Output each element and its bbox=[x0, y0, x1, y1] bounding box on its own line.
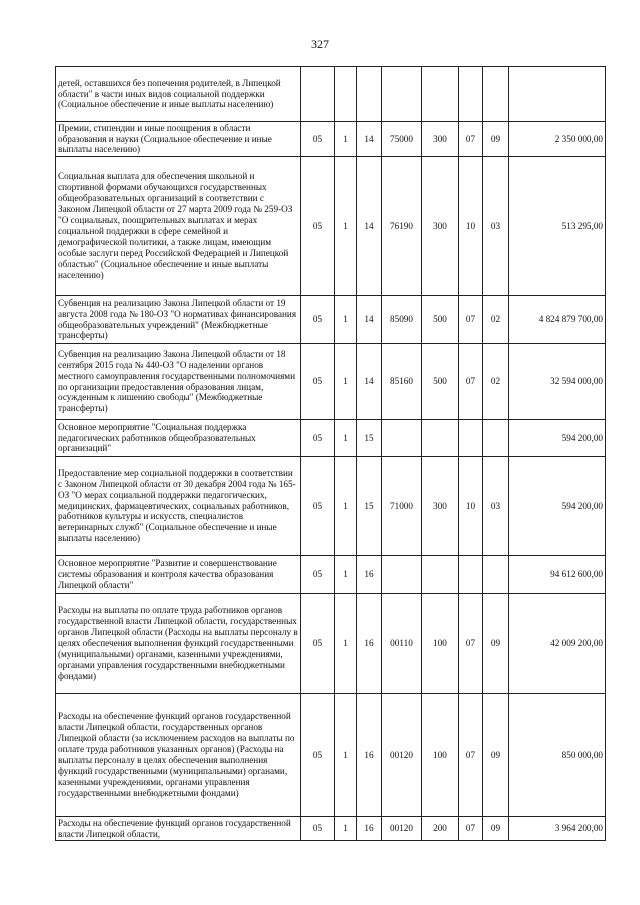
direction-code bbox=[382, 556, 422, 594]
direction-code: 00110 bbox=[382, 594, 422, 694]
direction-code: 85090 bbox=[382, 296, 422, 344]
program-code: 1 bbox=[335, 694, 357, 817]
table-row bbox=[56, 122, 606, 157]
direction-code: 76190 bbox=[382, 157, 422, 296]
row-name: Социальная выплата для обеспечения школьной и спортивной формами обучающихся государственных общеобразовательных организаций в соответствии с Законом Липецкой области от 27 марта 2009 года № 259-ОЗ "О социальных, поощрительных выплатах и мерах социальной поддержки в сфере семейной и демографической политики, а также лицам, имеющим особые заслуги перед Российской Федерацией и Липецкой областью" (Социальное обеспечение и иные выплаты населению) bbox=[56, 157, 301, 296]
expense-type-code: 100 bbox=[422, 694, 459, 817]
ministry-code bbox=[301, 67, 335, 122]
amount: 42 009 200,00 bbox=[509, 594, 606, 694]
expense-type-code: 500 bbox=[422, 344, 459, 420]
row-name: Расходы на выплаты по оплате труда работников органов государственной власти Липецкой области, государственных органов Липецкой области (Расходы на выплаты персоналу в целях обеспечения выполнения функций государственными (муниципальными) органами, казенными учреждениями, органами управления государственными внебюджетными фондами) bbox=[56, 594, 301, 694]
ministry-code: 05 bbox=[301, 817, 335, 841]
table-row bbox=[56, 296, 606, 344]
section-code bbox=[459, 420, 483, 457]
ministry-code: 05 bbox=[301, 457, 335, 556]
table-row bbox=[56, 594, 606, 694]
direction-code bbox=[382, 67, 422, 122]
section-code bbox=[459, 67, 483, 122]
ministry-code: 05 bbox=[301, 296, 335, 344]
expense-type-code: 500 bbox=[422, 296, 459, 344]
expense-type-code: 100 bbox=[422, 594, 459, 694]
subsection-code: 09 bbox=[483, 817, 509, 841]
page-number: 327 bbox=[311, 37, 329, 51]
section-code: 10 bbox=[459, 457, 483, 556]
section-code bbox=[459, 556, 483, 594]
table-row bbox=[56, 457, 606, 556]
direction-code: 00120 bbox=[382, 817, 422, 841]
table-row bbox=[56, 556, 606, 594]
subprogram-code: 16 bbox=[357, 594, 382, 694]
row-name: Премии, стипендии и иные поощрения в области образования и науки (Социальное обеспечение и иные выплаты населению) bbox=[56, 122, 301, 157]
section-code: 07 bbox=[459, 694, 483, 817]
subprogram-code: 14 bbox=[357, 122, 382, 157]
table-row bbox=[56, 420, 606, 457]
subprogram-code: 16 bbox=[357, 817, 382, 841]
subprogram-code: 16 bbox=[357, 556, 382, 594]
row-name: Основное мероприятие "Социальная поддержка педагогических работников общеобразовательных организаций" bbox=[56, 420, 301, 457]
table-row bbox=[56, 67, 606, 122]
row-name: Расходы на обеспечение функций органов государственной власти Липецкой области, государственных органов Липецкой области (за исключением расходов на выплаты по оплате труда работников указанных органов) (Расходы на выплаты персоналу в целях обеспечения выполнения функций государственными (муниципальными) органами, казенными учреждениями, органами управления государственными внебюджетными фондами) bbox=[56, 694, 301, 817]
amount: 594 200,00 bbox=[509, 420, 606, 457]
expense-type-code bbox=[422, 556, 459, 594]
ministry-code: 05 bbox=[301, 594, 335, 694]
subsection-code: 09 bbox=[483, 122, 509, 157]
table-row bbox=[56, 694, 606, 817]
program-code: 1 bbox=[335, 122, 357, 157]
ministry-code: 05 bbox=[301, 556, 335, 594]
section-code: 07 bbox=[459, 817, 483, 841]
amount: 94 612 600,00 bbox=[509, 556, 606, 594]
subsection-code: 02 bbox=[483, 296, 509, 344]
row-name: детей, оставшихся без попечения родителей, в Липецкой области" в части иных видов социальной поддержки (Социальное обеспечение и иные выплаты населению) bbox=[56, 67, 301, 122]
amount: 3 964 200,00 bbox=[509, 817, 606, 841]
subprogram-code: 15 bbox=[357, 457, 382, 556]
amount: 513 295,00 bbox=[509, 157, 606, 296]
subsection-code: 09 bbox=[483, 594, 509, 694]
section-code: 07 bbox=[459, 122, 483, 157]
subsection-code bbox=[483, 556, 509, 594]
ministry-code: 05 bbox=[301, 122, 335, 157]
row-name: Расходы на обеспечение функций органов государственной власти Липецкой области, bbox=[56, 817, 301, 841]
amount: 594 200,00 bbox=[509, 457, 606, 556]
direction-code: 75000 bbox=[382, 122, 422, 157]
subprogram-code bbox=[357, 67, 382, 122]
expense-type-code bbox=[422, 420, 459, 457]
subprogram-code: 14 bbox=[357, 157, 382, 296]
subsection-code: 02 bbox=[483, 344, 509, 420]
subprogram-code: 15 bbox=[357, 420, 382, 457]
section-code: 07 bbox=[459, 344, 483, 420]
section-code: 10 bbox=[459, 157, 483, 296]
expense-type-code: 300 bbox=[422, 457, 459, 556]
subprogram-code: 16 bbox=[357, 694, 382, 817]
expense-type-code: 300 bbox=[422, 157, 459, 296]
table-row bbox=[56, 817, 606, 841]
section-code: 07 bbox=[459, 296, 483, 344]
ministry-code: 05 bbox=[301, 157, 335, 296]
expense-type-code bbox=[422, 67, 459, 122]
direction-code bbox=[382, 420, 422, 457]
subsection-code bbox=[483, 67, 509, 122]
direction-code: 00120 bbox=[382, 694, 422, 817]
program-code bbox=[335, 67, 357, 122]
program-code: 1 bbox=[335, 296, 357, 344]
expense-type-code: 200 bbox=[422, 817, 459, 841]
subsection-code: 09 bbox=[483, 694, 509, 817]
program-code: 1 bbox=[335, 556, 357, 594]
direction-code: 85160 bbox=[382, 344, 422, 420]
row-name: Субвенция на реализацию Закона Липецкой области от 19 августа 2008 года № 180-ОЗ "О нормативах финансирования общеобразовательных учреждений" (Межбюджетные трансферты) bbox=[56, 296, 301, 344]
program-code: 1 bbox=[335, 817, 357, 841]
subsection-code: 03 bbox=[483, 157, 509, 296]
subprogram-code: 14 bbox=[357, 344, 382, 420]
ministry-code: 05 bbox=[301, 420, 335, 457]
program-code: 1 bbox=[335, 157, 357, 296]
row-name: Предоставление мер социальной поддержки в соответствии с Законом Липецкой области от 30 декабря 2004 года № 165-ОЗ "О мерах социальной поддержки педагогических, медицинских, фармацевтических, социальных работников, работников культуры и искусств, специалистов ветеринарных служб" (Социальное обеспечение и иные выплаты населению) bbox=[56, 457, 301, 556]
amount: 4 824 879 700,00 bbox=[509, 296, 606, 344]
budget-table bbox=[55, 66, 606, 841]
subsection-code bbox=[483, 420, 509, 457]
amount bbox=[509, 67, 606, 122]
subsection-code: 03 bbox=[483, 457, 509, 556]
row-name: Субвенция на реализацию Закона Липецкой области от 18 сентября 2015 года № 440-ОЗ "О наделении органов местного самоуправления государственными полномочиями по организации предоставления образования лицам, осужденным к лишению свободы" (Межбюджетные трансферты) bbox=[56, 344, 301, 420]
table-row bbox=[56, 344, 606, 420]
direction-code: 71000 bbox=[382, 457, 422, 556]
expense-type-code: 300 bbox=[422, 122, 459, 157]
table-row bbox=[56, 157, 606, 296]
program-code: 1 bbox=[335, 344, 357, 420]
program-code: 1 bbox=[335, 594, 357, 694]
row-name: Основное мероприятие "Развитие и совершенствование системы образования и контроля качества образования Липецкой области" bbox=[56, 556, 301, 594]
program-code: 1 bbox=[335, 457, 357, 556]
amount: 2 350 000,00 bbox=[509, 122, 606, 157]
program-code: 1 bbox=[335, 420, 357, 457]
ministry-code: 05 bbox=[301, 694, 335, 817]
ministry-code: 05 bbox=[301, 344, 335, 420]
amount: 850 000,00 bbox=[509, 694, 606, 817]
subprogram-code: 14 bbox=[357, 296, 382, 344]
amount: 32 594 000,00 bbox=[509, 344, 606, 420]
section-code: 07 bbox=[459, 594, 483, 694]
